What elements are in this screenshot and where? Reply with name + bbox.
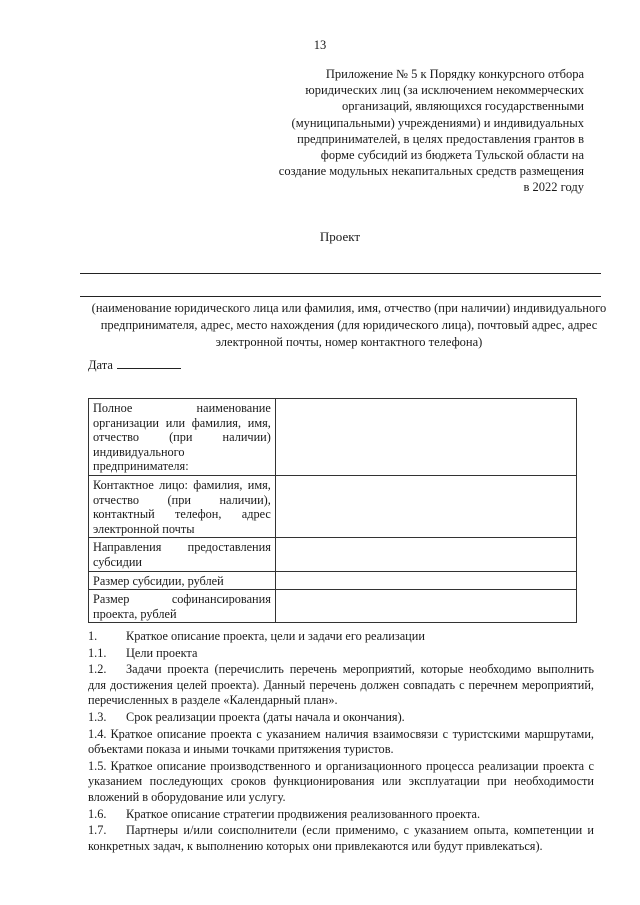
item-number: 1. [88, 629, 98, 643]
table-label-cell: Контактное лицо: фамилия, имя, отчество (при наличии), контактный телефон, адрес электронной почты [89, 475, 276, 537]
applicant-line-2 [80, 296, 601, 297]
page-number: 13 [313, 38, 327, 52]
table-label-cell: Размер софинансирования проекта, рублей [89, 590, 276, 623]
item-text: Краткое описание производственного и организационного процесса реализации проекта с указанием последующих сроков функционирования или эксплуатации при необходимости вложений в оборудование или услугу. [88, 758, 594, 804]
list-item [88, 629, 594, 645]
table-row [89, 571, 577, 590]
table-value-cell [275, 538, 576, 571]
item-text: Партнеры и/или соисполнители (если применимо, с указанием опыта, компетенции и конкретных задач, к выполнению которых они привлекаются или будут привлекаться). [88, 823, 594, 853]
item-number: 1.4. [88, 726, 107, 741]
list-item [88, 823, 594, 854]
item-number: 1.5. [88, 758, 107, 773]
date-label: Дата [88, 358, 113, 372]
item-number: 1.3. [88, 709, 107, 724]
list-item [88, 807, 594, 823]
list-item [88, 759, 594, 806]
appendix-line: организаций, являющихся государственными [342, 99, 584, 114]
item-number: 1.6. [88, 806, 107, 821]
table-value-cell [275, 590, 576, 623]
table-row [89, 590, 577, 623]
item-text: Краткое описание проекта с указанием наличия взаимосвязи с туристскими маршрутами, объектами показа и иными точками притяжения туристов. [88, 726, 594, 757]
project-description-list [88, 629, 594, 855]
project-label: Проект [319, 229, 361, 244]
appendix-line: предпринимателей, в целях предоставления грантов в [297, 131, 584, 146]
applicant-line-caption: (наименование юридического лица или фамилия, имя, отчество (при наличии) индивидуального предпринимателя, адрес, место нахождения (для юридического лица), почтовый адрес, адрес электронной почты, номер контактного телефона) [91, 301, 607, 349]
item-text: Краткое описание стратегии продвижения реализованного проекта. [126, 806, 481, 821]
list-item [88, 710, 594, 726]
list-item [88, 646, 594, 662]
appendix-line: юридических лиц (за исключением некоммерческих [305, 83, 584, 98]
table-row [89, 475, 577, 537]
list-item [88, 727, 594, 758]
date-field [88, 356, 181, 373]
item-text: Краткое описание проекта, цели и задачи его реализации [126, 629, 425, 643]
applicant-line-1 [80, 273, 601, 274]
list-item [88, 662, 594, 709]
appendix-line: Приложение № 5 к Порядку конкурсного отбора [325, 67, 584, 81]
appendix-header [254, 66, 584, 196]
date-blank [117, 356, 181, 369]
appendix-line: в 2022 году [523, 180, 584, 195]
appendix-line: форме субсидий из бюджета Тульской области на [320, 148, 584, 163]
item-text: Срок реализации проекта (даты начала и окончания). [126, 709, 405, 724]
appendix-line: (муниципальными) учреждениями) и индивидуальных [291, 115, 584, 130]
table-value-cell [275, 399, 576, 476]
item-number: 1.7. [88, 823, 107, 838]
table-value-cell [275, 475, 576, 537]
table-row [89, 538, 577, 571]
table-label-cell: Направления предоставления субсидии [89, 538, 276, 571]
item-text: Задачи проекта (перечислить перечень мероприятий, которые необходимо выполнить для достижения целей проекта). Данный перечень должен совпадать с перечнем мероприятий, перечисленных в разделе «Календарный план». [88, 662, 594, 708]
appendix-line: создание модульных некапитальных средств размещения [278, 164, 584, 179]
applicant-info-table [88, 398, 577, 623]
table-label-cell: Полное наименование организации или фамилия, имя, отчество (при наличии) индивидуального предпринимателя: [89, 399, 276, 476]
item-number: 1.1. [88, 645, 107, 660]
table-value-cell [275, 571, 576, 590]
item-text: Цели проекта [126, 645, 198, 660]
table-label-cell: Размер субсидии, рублей [89, 571, 276, 590]
item-number: 1.2. [88, 662, 107, 677]
table-row [89, 399, 577, 476]
